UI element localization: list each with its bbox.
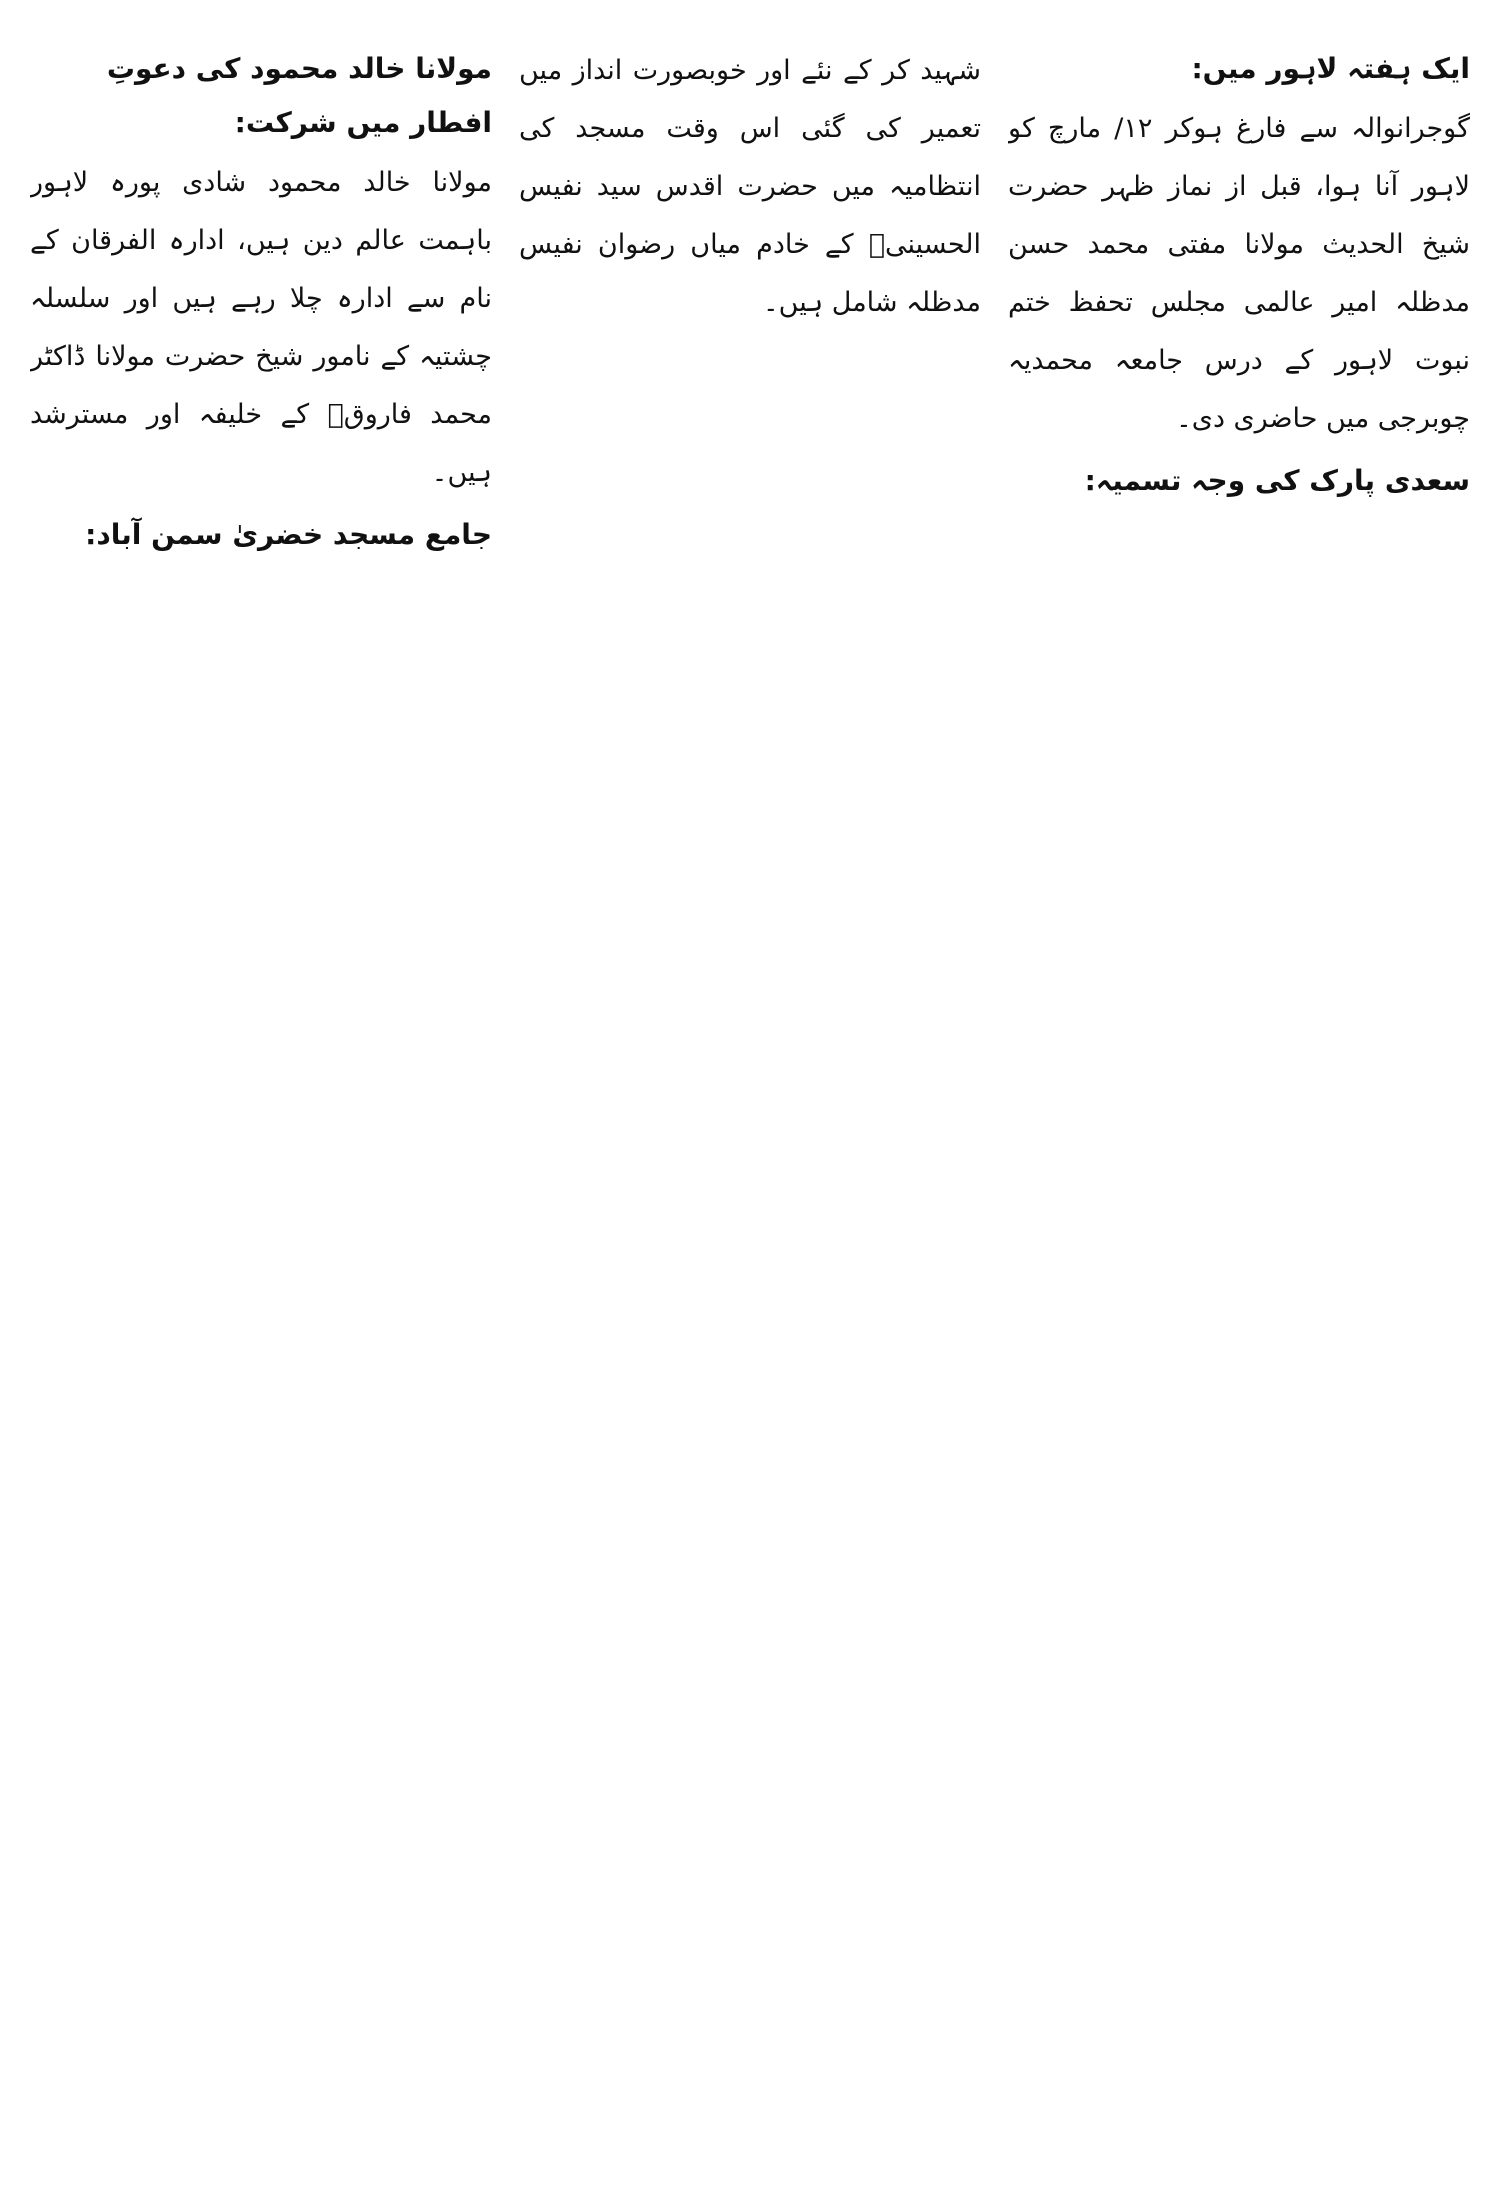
section-heading: ایک ہفتہ لاہور میں: bbox=[1191, 52, 1470, 85]
paragraph: شہید کر کے نئے اور خوبصورت انداز میں تعمیر کی گئی اس وقت مسجد کی انتظامیہ میں حضرت اقدس سید نفیس الحسینیؒ کے خادم میاں رضوان نفیس مدظلہ شامل ہیں۔ bbox=[519, 55, 981, 318]
section-heading: جامع مسجد خضریٰ سمن آباد: bbox=[85, 518, 492, 551]
paragraph: مولانا خالد محمود شادی پورہ لاہور باہمت عالم دین ہیں، ادارہ الفرقان کے نام سے ادارہ چلا رہے ہیں اور سلسلہ چشتیہ کے نامور شیخ حضرت مولانا ڈاکٹر محمد فاروقؒ کے خلیفہ اور مسترشد ہیں۔ bbox=[30, 167, 492, 488]
column-middle bbox=[519, 42, 981, 2167]
paragraph: گوجرانوالہ سے فارغ ہوکر ۱۲/ مارچ کو لاہور آنا ہوا، قبل از نماز ظہر حضرت شیخ الحدیث مولانا مفتی محمد حسن مدظلہ امیر عالمی مجلس تحفظ ختم نبوت لاہور کے درس جامعہ محمدیہ چوبرجی میں حاضری دی۔ bbox=[1008, 113, 1470, 434]
section-heading: مولانا خالد محمود کی دعوتِ افطار میں شرکت: bbox=[106, 52, 492, 139]
column-right bbox=[1008, 42, 1470, 2167]
section-heading: سعدی پارک کی وجہ تسمیہ: bbox=[1084, 464, 1470, 497]
column-left bbox=[30, 42, 492, 2167]
